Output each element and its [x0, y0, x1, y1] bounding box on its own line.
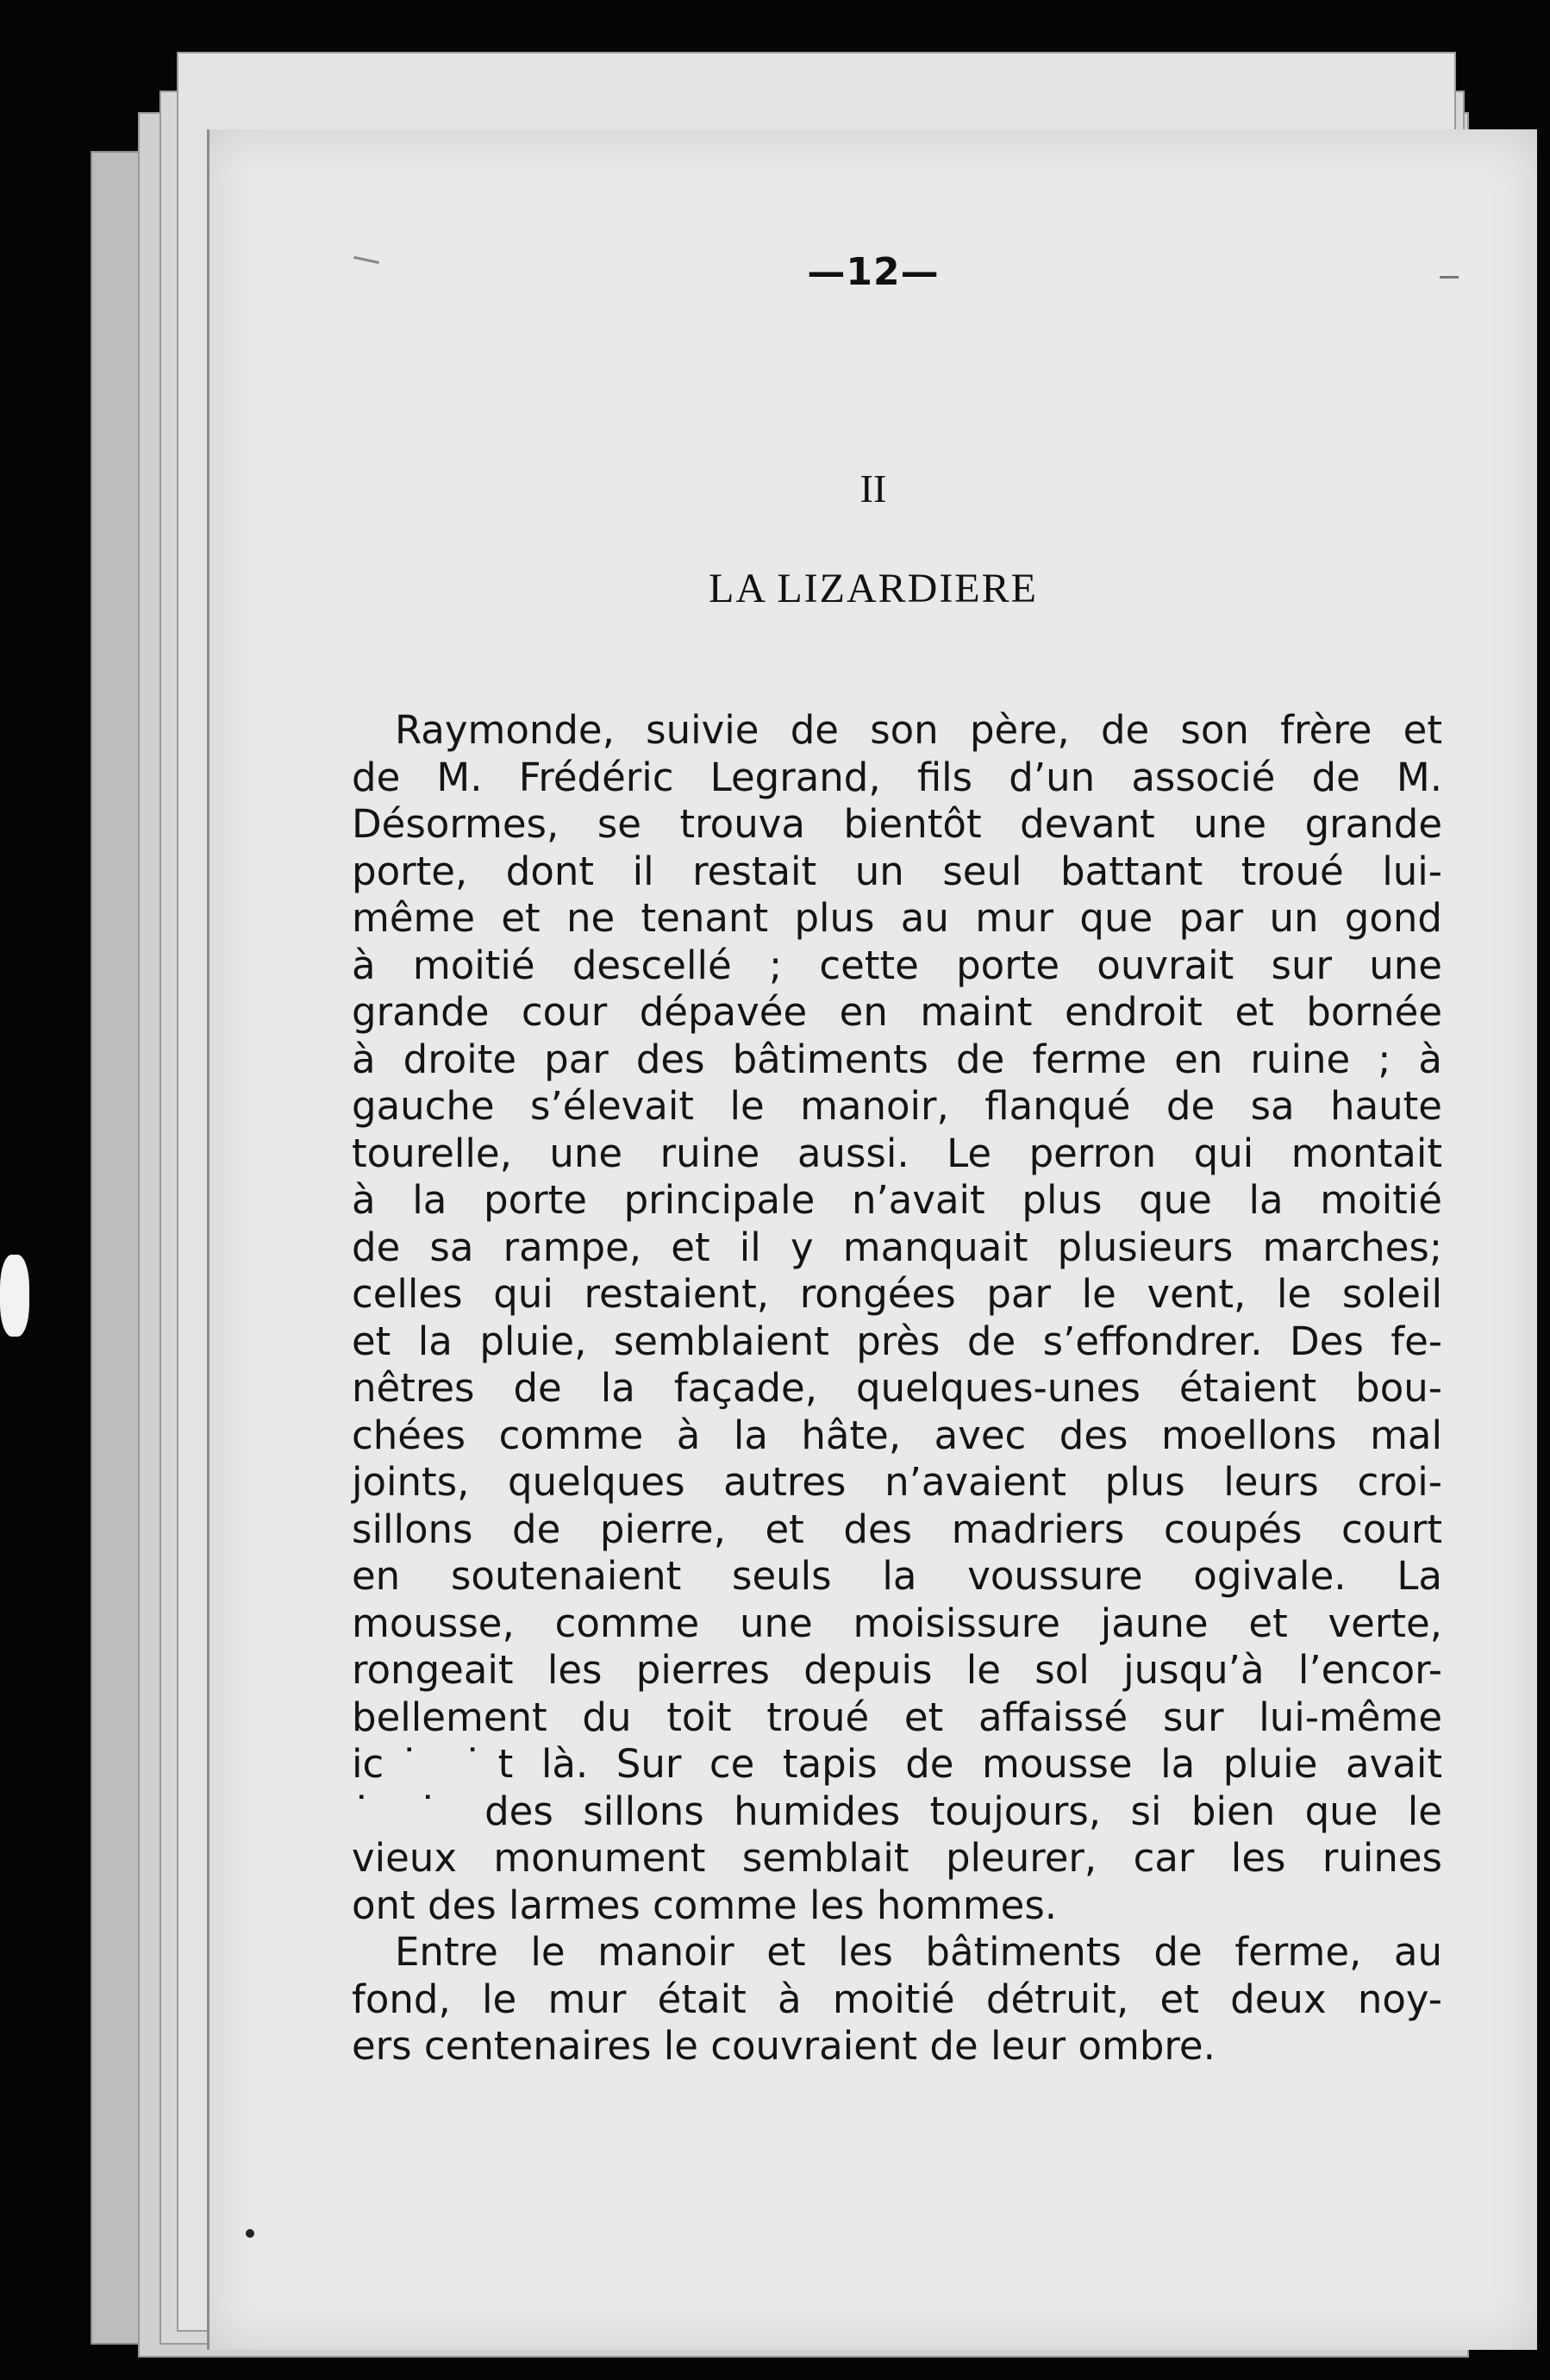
scan-smudge [1440, 276, 1459, 279]
text-line: à moitié descellé ; cette porte ouvrait sur une [352, 942, 1442, 988]
text-line: même et ne tenant plus au mur que par un gond [352, 895, 1442, 941]
body-text [352, 707, 1442, 2070]
page-number: —12— [807, 250, 940, 294]
text-line: Entre le manoir et les bâtiments de ferme, au [395, 1929, 1442, 1975]
text-line: nêtres de la façade, quelques-unes étaient bou- [352, 1365, 1442, 1411]
text-line: Désormes, se trouva bientôt devant une grande [352, 801, 1442, 847]
book-page [207, 129, 1537, 2350]
chapter-title: LA LIZARDIERE [709, 566, 1038, 611]
text-line: vieux monument semblait pleurer, car les ruines [352, 1835, 1442, 1881]
text-line: porte, dont il restait un seul battant troué lui- [352, 848, 1442, 894]
text-line: mousse, comme une moisissure jaune et verte, [352, 1600, 1442, 1646]
text-line: ers centenaires le couvraient de leur ombre. [352, 2023, 1216, 2069]
text-line: grande cour dépavée en maint endroit et bornée [352, 989, 1442, 1035]
text-line: et la pluie, semblaient près de s’effondrer. Des fe- [352, 1318, 1442, 1364]
chapter-number: II [859, 467, 887, 510]
ink-speck [246, 2229, 254, 2238]
text-line: tourelle, une ruine aussi. Le perron qui montait [352, 1130, 1442, 1176]
text-line: joints, quelques autres n’avaient plus leurs croi- [352, 1459, 1442, 1505]
text-line: à droite par des bâtiments de ferme en ruine ; à [352, 1036, 1442, 1082]
text-line: de M. Frédéric Legrand, fils d’un associé de M. [352, 754, 1442, 800]
text-line: fond, le mur était à moitié détruit, et deux noy- [352, 1976, 1442, 2022]
text-line: en soutenaient seuls la voussure ogivale. La [352, 1553, 1442, 1599]
text-line: chées comme à la hâte, avec des moellons mal [352, 1412, 1442, 1458]
text-line: sillons de pierre, et des madriers coupés court [352, 1506, 1442, 1552]
text-line: bellement du toit troué et affaissé sur lui-même [352, 1694, 1442, 1740]
text-line: rongeait les pierres depuis le sol jusqu’à l’encor- [352, 1647, 1442, 1693]
text-line: de sa rampe, et il y manquait plusieurs marches; [352, 1224, 1442, 1270]
text-line: ont des larmes comme les hommes. [352, 1882, 1058, 1928]
text-line: ic˙ ˙t là. Sur ce tapis de mousse la pluie avait [352, 1741, 1442, 1787]
text-line: à la porte principale n’avait plus que la moitié [352, 1177, 1442, 1223]
text-line: gauche s’élevait le manoir, flanqué de sa haute [352, 1083, 1442, 1129]
text-line: ˙ ˙ des sillons humides toujours, si bien que le [352, 1788, 1442, 1834]
text-line: Raymonde, suivie de son père, de son frère et [395, 707, 1442, 753]
text-line: celles qui restaient, rongées par le vent, le soleil [352, 1271, 1442, 1317]
paper-blot [0, 1255, 29, 1337]
